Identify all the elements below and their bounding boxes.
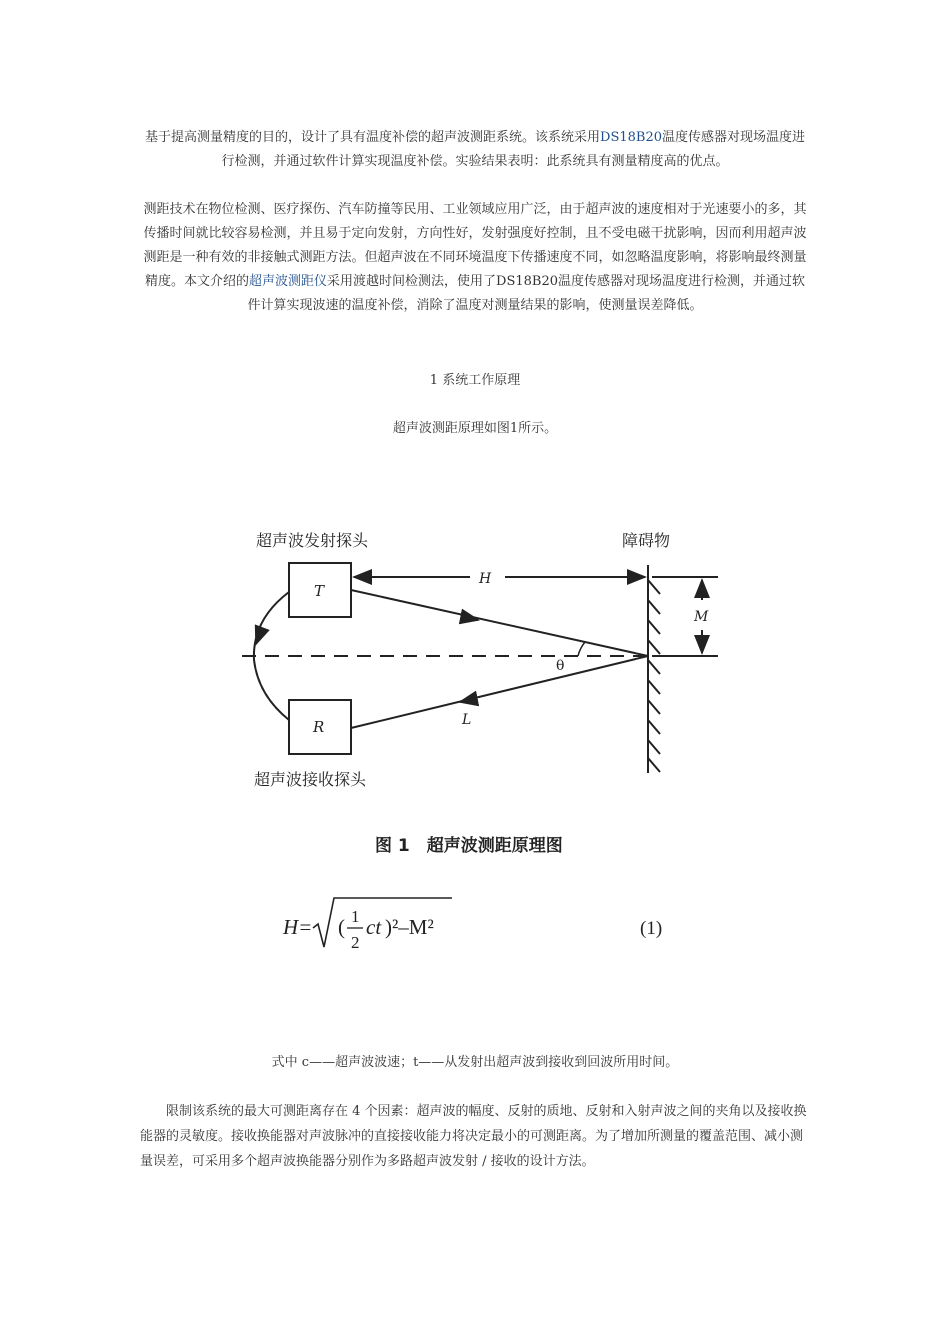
formula-1 bbox=[282, 898, 662, 952]
abstract-text-1: 基于提高测量精度的目的，设计了具有温度补偿的超声波测距系统。该系统采用 bbox=[145, 130, 601, 145]
section-heading: 1 系统工作原理 bbox=[429, 373, 521, 388]
formula-ct: ct bbox=[366, 915, 382, 939]
incident-beam bbox=[351, 590, 648, 656]
limits-paragraph: 限制该系统的最大可测距离存在 4 个因素：超声波的幅度、反射的质地、反射和入射声波之间的夹角以及接收换能器的灵敏度。接收换能器对声波脉冲的直接接收能力将决定最小的可测距离。为了增加所测量的覆盖范围、减小测量误差，可采用多个超声波换能器分别作为多路超声波发射 / 接收的设计方法。 bbox=[140, 1104, 807, 1169]
transmitter-label: 超声波发射探头 bbox=[256, 531, 369, 550]
receiver-label: 超声波接收探头 bbox=[254, 770, 367, 789]
intro-text-2: 采用渡越时间检测法，使用了DS18B20温度传感器对现场温度进行检测，并通过软件计算实现波速的温度补偿，消除了温度对测量结果的影响，使测量误差降低。 bbox=[247, 274, 805, 313]
box-t-label: T bbox=[314, 582, 325, 600]
obstacle-label: 障碍物 bbox=[622, 531, 671, 550]
box-r-label: R bbox=[313, 718, 325, 736]
h-label: H bbox=[479, 571, 492, 587]
theta-arc bbox=[578, 642, 585, 656]
abstract-text-2: 温度传感器对现场温度进行检测，并通过软件计算实现温度补偿。实验结果表明：此系统具有测量精度高的优点。 bbox=[221, 130, 805, 169]
intro-text-1: 测距技术在物位检测、医疗探伤、汽车防撞等民用、工业领域应用广泛，由于超声波的速度相对于光速要小的多，其传播时间就比较容易检测，并且易于定向发射，方向性好，发射强度好控制，且不受电磁干扰影响，因而利用超声波测距是一种有效的非接触式测距方法。但超声波在不同环境温度下传播速度不同，如忽略温度影响，将影响最终测量精度。本文介绍的 bbox=[143, 202, 807, 289]
formula-note: 式中 c——超声波波速；t——从发射出超声波到接收到回波所用时间。 bbox=[271, 1055, 679, 1070]
formula-one: 1 bbox=[351, 907, 360, 926]
l-label: L bbox=[462, 712, 472, 728]
formula-two: 2 bbox=[351, 933, 360, 952]
ultrasonic-rangefinder-link[interactable]: 超声波测距仪 bbox=[249, 274, 328, 289]
formula-lhs: H= bbox=[283, 915, 313, 939]
formula-squared: )²–M² bbox=[385, 915, 434, 939]
formula-paren-open: ( bbox=[338, 915, 345, 939]
formula-number: (1) bbox=[640, 918, 663, 939]
figure-intro: 超声波测距原理如图1所示。 bbox=[392, 421, 558, 436]
figure-caption: 图 1 超声波测距原理图 bbox=[375, 836, 563, 856]
ds18b20-link[interactable]: DS18B20 bbox=[600, 130, 662, 145]
theta-label: θ bbox=[556, 658, 565, 674]
reflected-beam bbox=[351, 656, 648, 728]
m-label: M bbox=[694, 609, 709, 625]
wall-hatching bbox=[648, 580, 660, 772]
